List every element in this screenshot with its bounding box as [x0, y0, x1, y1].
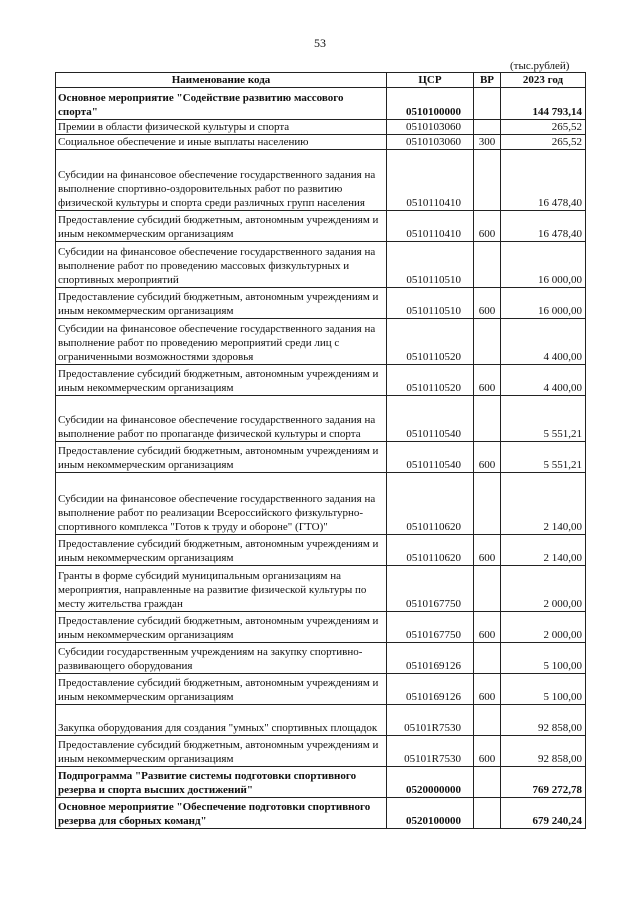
cell-sum: 769 272,78	[501, 767, 586, 798]
cell-name: Предоставление субсидий бюджетным, автономным учреждениям и иным некоммерческим организациям	[56, 211, 387, 242]
cell-name: Предоставление субсидий бюджетным, автономным учреждениям и иным некоммерческим организациям	[56, 288, 387, 319]
cell-vr: 600	[474, 365, 501, 396]
table-row	[56, 705, 586, 736]
cell-vr: 600	[474, 674, 501, 705]
cell-csr: 0510110540	[387, 442, 474, 473]
cell-sum: 16 478,40	[501, 150, 586, 211]
cell-name: Гранты в форме субсидий муниципальным организациям на мероприятия, направленные на развитие физической культуры по месту жительства граждан	[56, 566, 387, 612]
cell-csr: 05101R7530	[387, 705, 474, 736]
table-row	[56, 396, 586, 442]
table-row	[56, 135, 586, 150]
cell-name: Предоставление субсидий бюджетным, автономным учреждениям и иным некоммерческим организациям	[56, 736, 387, 767]
table-row	[56, 535, 586, 566]
cell-name: Субсидии на финансовое обеспечение государственного задания на выполнение работ по проведению мероприятий среди лиц с ограниченными возможностями здоровья	[56, 319, 387, 365]
cell-sum: 5 100,00	[501, 674, 586, 705]
table-row	[56, 319, 586, 365]
cell-sum: 5 100,00	[501, 643, 586, 674]
cell-sum: 265,52	[501, 135, 586, 150]
budget-table	[55, 72, 586, 829]
header-vr: ВР	[474, 73, 501, 88]
table-body	[56, 88, 586, 829]
cell-csr: 0510167750	[387, 566, 474, 612]
cell-name: Субсидии на финансовое обеспечение государственного задания на выполнение работ по пропаганде физической культуры и спорта	[56, 396, 387, 442]
cell-name: Основное мероприятие "Содействие развитию массового спорта"	[56, 88, 387, 120]
cell-vr	[474, 396, 501, 442]
cell-csr: 0510110410	[387, 211, 474, 242]
cell-sum: 2 000,00	[501, 612, 586, 643]
cell-name: Предоставление субсидий бюджетным, автономным учреждениям и иным некоммерческим организациям	[56, 365, 387, 396]
cell-csr: 0510167750	[387, 612, 474, 643]
cell-csr: 0510103060	[387, 135, 474, 150]
table-row	[56, 120, 586, 135]
table-row	[56, 211, 586, 242]
cell-csr: 0510110620	[387, 535, 474, 566]
cell-name: Субсидии на финансовое обеспечение государственного задания на выполнение работ по проведению массовых физкультурных и спортивных мероприятий	[56, 242, 387, 288]
table-row	[56, 643, 586, 674]
table-row	[56, 736, 586, 767]
cell-vr	[474, 705, 501, 736]
cell-sum: 4 400,00	[501, 319, 586, 365]
cell-csr: 0510110510	[387, 242, 474, 288]
cell-vr	[474, 473, 501, 535]
table-row	[56, 798, 586, 829]
cell-vr: 600	[474, 612, 501, 643]
cell-csr: 0510110540	[387, 396, 474, 442]
cell-name: Основное мероприятие "Обеспечение подготовки спортивного резерва для сборных команд"	[56, 798, 387, 829]
cell-vr: 600	[474, 535, 501, 566]
units-label: (тыс.рублей)	[510, 60, 570, 72]
cell-csr: 0510103060	[387, 120, 474, 135]
cell-vr	[474, 88, 501, 120]
table-row	[56, 566, 586, 612]
cell-sum: 4 400,00	[501, 365, 586, 396]
cell-vr: 300	[474, 135, 501, 150]
cell-sum: 2 140,00	[501, 473, 586, 535]
cell-sum: 144 793,14	[501, 88, 586, 120]
cell-csr: 0510110520	[387, 319, 474, 365]
table-row	[56, 473, 586, 535]
cell-name: Предоставление субсидий бюджетным, автономным учреждениям и иным некоммерческим организациям	[56, 442, 387, 473]
cell-sum: 265,52	[501, 120, 586, 135]
cell-sum: 5 551,21	[501, 396, 586, 442]
header-name: Наименование кода	[56, 73, 387, 88]
cell-sum: 2 000,00	[501, 566, 586, 612]
cell-vr	[474, 767, 501, 798]
cell-csr: 0520100000	[387, 798, 474, 829]
table-row	[56, 365, 586, 396]
cell-vr	[474, 242, 501, 288]
page-number: 53	[314, 36, 326, 50]
cell-sum: 5 551,21	[501, 442, 586, 473]
table-row	[56, 88, 586, 120]
cell-name: Подпрограмма "Развитие системы подготовки спортивного резерва и спорта высших достижений"	[56, 767, 387, 798]
cell-sum: 92 858,00	[501, 736, 586, 767]
cell-name: Предоставление субсидий бюджетным, автономным учреждениям и иным некоммерческим организациям	[56, 674, 387, 705]
cell-sum: 92 858,00	[501, 705, 586, 736]
table-row	[56, 612, 586, 643]
cell-vr	[474, 643, 501, 674]
cell-sum: 679 240,24	[501, 798, 586, 829]
cell-sum: 2 140,00	[501, 535, 586, 566]
cell-csr: 0510169126	[387, 674, 474, 705]
table-row	[56, 674, 586, 705]
cell-vr	[474, 150, 501, 211]
cell-vr: 600	[474, 288, 501, 319]
table-row	[56, 288, 586, 319]
table-row	[56, 442, 586, 473]
cell-csr: 0510110520	[387, 365, 474, 396]
cell-vr	[474, 319, 501, 365]
cell-sum: 16 478,40	[501, 211, 586, 242]
table-row	[56, 767, 586, 798]
cell-name: Субсидии на финансовое обеспечение государственного задания на выполнение спортивно-оздоровительных работ по развитию физической культуры и спорта среди различных групп населения	[56, 150, 387, 211]
header-sum: 2023 год	[501, 73, 586, 88]
cell-csr: 0510110410	[387, 150, 474, 211]
cell-csr: 0520000000	[387, 767, 474, 798]
cell-name: Субсидии государственным учреждениям на закупку спортивно-развивающего оборудования	[56, 643, 387, 674]
cell-csr: 0510110510	[387, 288, 474, 319]
cell-name: Субсидии на финансовое обеспечение государственного задания на выполнение работ по реализации Всероссийского физкультурно-спортивного комплекса "Готов к труду и обороне" (ГТО)"	[56, 473, 387, 535]
table-row	[56, 150, 586, 211]
cell-sum: 16 000,00	[501, 242, 586, 288]
table-header-row	[56, 73, 586, 88]
cell-csr: 0510169126	[387, 643, 474, 674]
cell-csr: 05101R7530	[387, 736, 474, 767]
cell-vr: 600	[474, 211, 501, 242]
header-csr: ЦСР	[387, 73, 474, 88]
cell-name: Закупка оборудования для создания "умных" спортивных площадок	[56, 705, 387, 736]
table-row	[56, 242, 586, 288]
cell-vr: 600	[474, 736, 501, 767]
cell-vr	[474, 120, 501, 135]
cell-csr: 0510100000	[387, 88, 474, 120]
cell-name: Социальное обеспечение и иные выплаты населению	[56, 135, 387, 150]
cell-csr: 0510110620	[387, 473, 474, 535]
cell-vr	[474, 566, 501, 612]
cell-vr: 600	[474, 442, 501, 473]
cell-vr	[474, 798, 501, 829]
cell-sum: 16 000,00	[501, 288, 586, 319]
cell-name: Премии в области физической культуры и спорта	[56, 120, 387, 135]
cell-name: Предоставление субсидий бюджетным, автономным учреждениям и иным некоммерческим организациям	[56, 612, 387, 643]
cell-name: Предоставление субсидий бюджетным, автономным учреждениям и иным некоммерческим организациям	[56, 535, 387, 566]
